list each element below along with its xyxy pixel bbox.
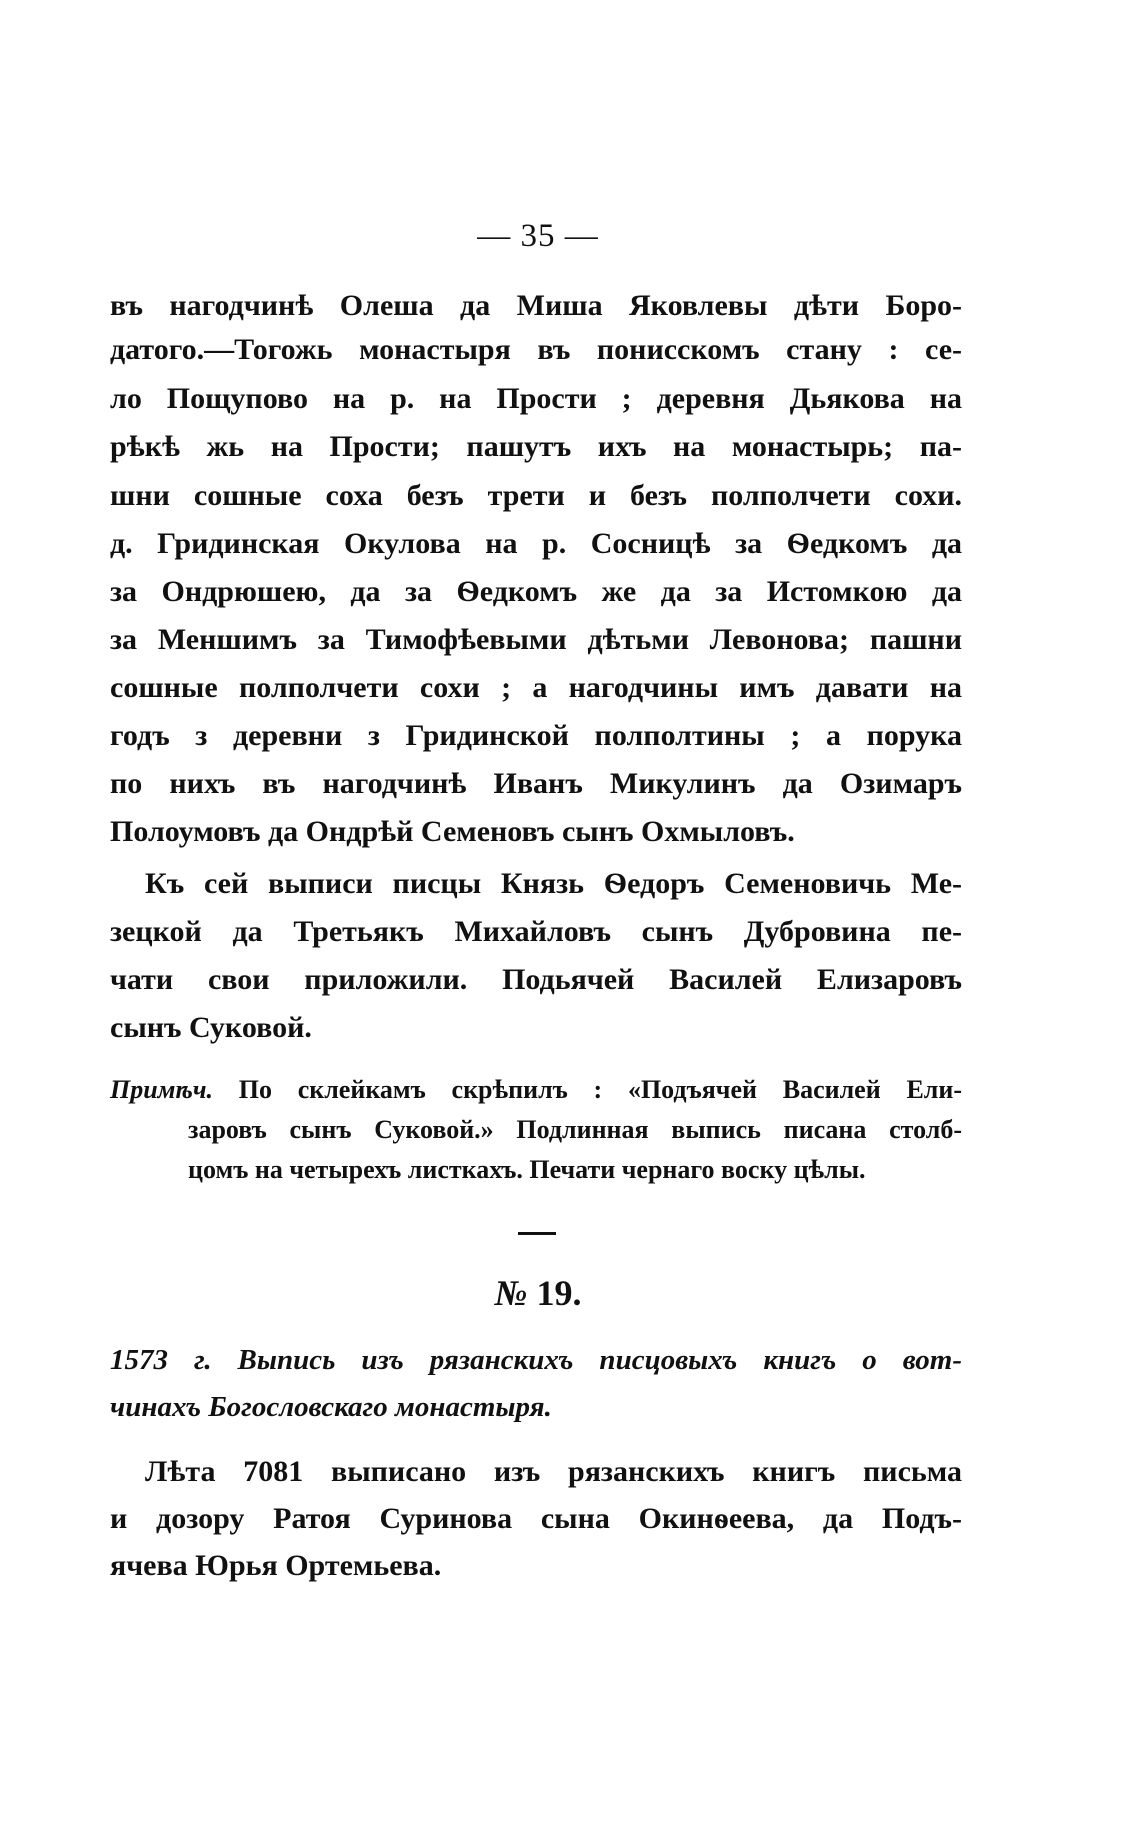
- text-line: д. Гридинская Окулова на р. Сосницѣ за Ѳедкомъ да: [110, 527, 962, 560]
- title-line: чинахъ Богословскаго монастыря.: [110, 1391, 552, 1423]
- text-line: рѣкѣ жь на Прости; пашутъ ихъ на монастырь; па-: [110, 430, 962, 463]
- text-line: Полоумовъ да Ондрѣй Семеновъ сынъ Охмыловъ.: [110, 815, 795, 848]
- note-line: заровъ сынъ Суковой.» Подлинная выпись писана столб-: [188, 1115, 962, 1144]
- page-number: — 35 —: [477, 218, 599, 254]
- text-line: по нихъ въ нагодчинѣ Иванъ Микулинъ да Озимаръ: [110, 767, 962, 800]
- text-line: и дозору Ратоя Суринова сына Окинѳеева, да Подъ-: [110, 1502, 962, 1535]
- text-line: чати свои приложили. Подьячей Василей Елизаровъ: [110, 963, 962, 996]
- section-divider: [518, 1232, 556, 1235]
- note-label: Примѣч.: [110, 1075, 213, 1104]
- text-line: за Меншимъ за Тимофѣевыми дѣтьми Левонова; пашни: [110, 623, 962, 656]
- document-number-value: 19.: [536, 1273, 582, 1313]
- note-line: цомъ на четырехъ листкахъ. Печати чернаго воску цѣлы.: [188, 1155, 866, 1184]
- text-line: шни сошные соха безъ трети и безъ полполчети сохи.: [110, 479, 962, 512]
- text-line: Лѣта 7081 выписано изъ рязанскихъ книгъ письма: [145, 1455, 962, 1488]
- note-text: По склейкамъ скрѣпилъ : «Подъячей Василей Ели-: [238, 1075, 963, 1104]
- text-line: за Ондрюшею, да за Ѳедкомъ же да за Истомкою да: [110, 575, 962, 608]
- text-line: годъ з деревни з Гридинской полполтины ; а порука: [110, 719, 962, 752]
- note-line: [110, 1070, 962, 1110]
- text-line: сынъ Суковой.: [110, 1011, 312, 1044]
- text-line: ячева Юрья Ортемьева.: [110, 1549, 442, 1582]
- number-sign: №: [494, 1273, 528, 1313]
- text-line: въ нагодчинѣ Олеша да Миша Яковлевы дѣти Боро-: [110, 289, 962, 322]
- title-line: 1573 г. Выпись изъ рязанскихъ писцовыхъ книгъ о вот-: [110, 1344, 962, 1376]
- text-line: ло Пощупово на р. на Прости ; деревня Дьякова на: [110, 382, 962, 415]
- text-line: сошные полполчети сохи ; а нагодчины имъ давати на: [110, 671, 962, 704]
- text-line: датого.—Тогожь монастыря въ понисскомъ стану : се-: [110, 333, 962, 366]
- text-line: Къ сей выписи писцы Князь Ѳедоръ Семеновичь Ме-: [145, 867, 962, 900]
- text-line: зецкой да Третьякъ Михайловъ сынъ Дубровина пе-: [110, 915, 962, 948]
- document-number: [0, 1272, 1076, 1314]
